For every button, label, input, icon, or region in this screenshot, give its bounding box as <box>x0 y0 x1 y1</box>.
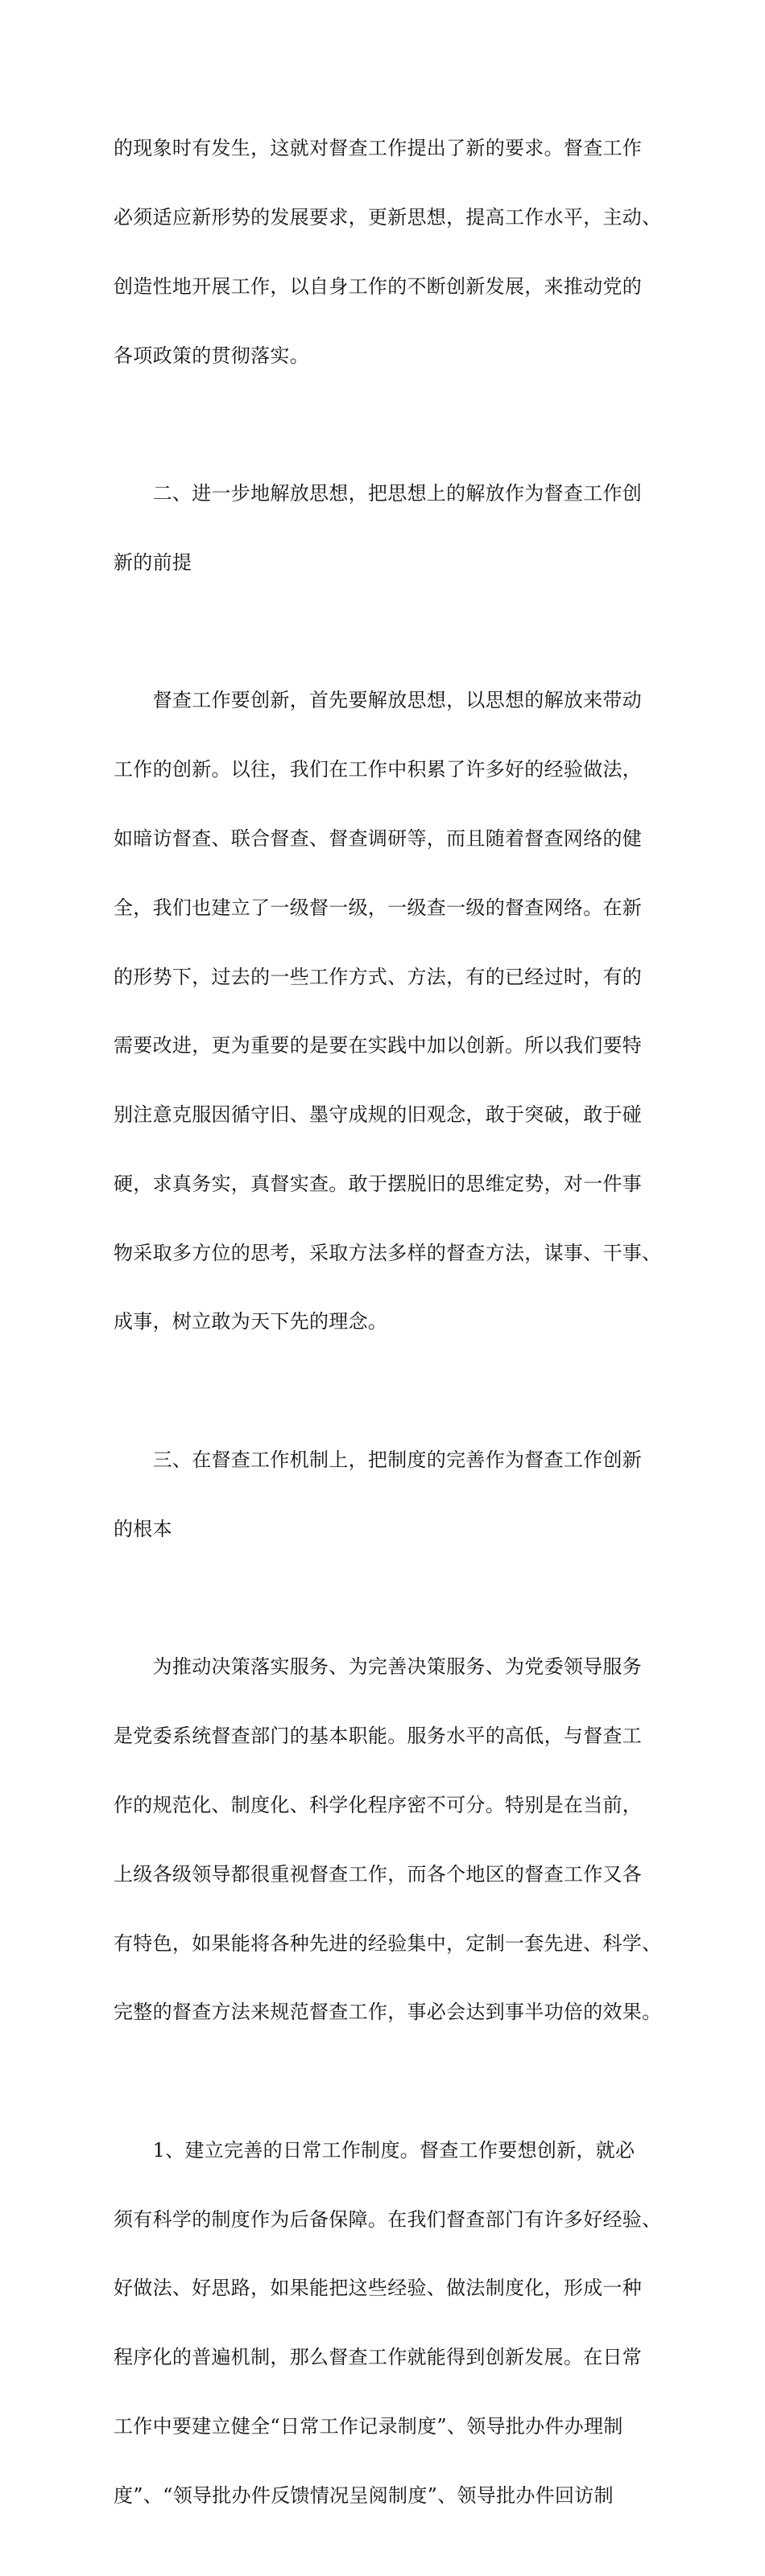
text-line: 工作中要建立健全“日常工作记录制度”、领导批办件办理制 <box>114 2414 623 2438</box>
text-line: 创造性地开展工作，以自身工作的不断创新发展，来推动党的 <box>114 274 643 298</box>
document-body <box>114 91 666 2576</box>
text-line: 如暗访督查、联合督查、督查调研等，而且随着督查网络的健 <box>114 827 643 850</box>
section-heading-2 <box>114 436 666 620</box>
text-line: 别注意克服因循守旧、墨守成规的旧观念，敢于突破，敢于碰 <box>114 1103 643 1127</box>
text-line: 须有科学的制度作为后备保障。在我们督查部门有许多好经验、 <box>114 2207 662 2231</box>
text-line: 是党委系统督查部门的基本职能。服务水平的高低，与督查工 <box>114 1725 643 1748</box>
paragraph-intro <box>114 91 666 413</box>
text-line: 新的前提 <box>114 550 192 574</box>
text-line: 物采取多方位的思考，采取方法多样的督查方法，谋事、干事、 <box>114 1241 662 1264</box>
text-line: 督查工作要创新，首先要解放思想，以思想的解放来带动 <box>114 689 643 712</box>
text-line: 完整的督查方法来规范督查工作，事必会达到事半功倍的效果。 <box>114 2001 662 2024</box>
text-line: 好做法、好思路，如果能把这些经验、做法制度化，形成一种 <box>114 2277 643 2300</box>
text-line: 需要改进，更为重要的是要在实践中加以创新。所以我们要特 <box>114 1034 643 1057</box>
text-line: 1、建立完善的日常工作制度。督查工作要想创新，就必 <box>114 2138 635 2162</box>
paragraph-service <box>114 1609 666 2070</box>
text-line: 有特色，如果能将各种先进的经验集中，定制一套先进、科学、 <box>114 1931 662 1955</box>
paragraph-daily-system <box>114 2093 666 2553</box>
text-line: 度”、“领导批办件反馈情况呈阅制度”、领导批办件回访制 <box>114 2483 614 2507</box>
text-line: 的根本 <box>114 1517 172 1540</box>
paragraph-liberation <box>114 643 666 1379</box>
text-line: 全，我们也建立了一级督一级，一级查一级的督查网络。在新 <box>114 896 643 919</box>
text-line: 的形势下，过去的一些工作方式、方法，有的已经过时，有的 <box>114 965 643 988</box>
text-line: 硬，求真务实，真督实查。敢于摆脱旧的思维定势，对一件事 <box>114 1172 643 1195</box>
text-line: 作的规范化、制度化、科学化程序密不可分。特别是在当前， <box>114 1793 643 1816</box>
text-line: 为推动决策落实服务、为完善决策服务、为党委领导服务 <box>114 1655 643 1679</box>
section-heading-3 <box>114 1403 666 1587</box>
text-line: 二、进一步地解放思想，把思想上的解放作为督查工作创 <box>114 482 643 505</box>
text-line: 的现象时有发生，这就对督查工作提出了新的要求。督查工作 <box>114 137 643 160</box>
text-line: 程序化的普遍机制，那么督查工作就能得到创新发展。在日常 <box>114 2346 643 2369</box>
text-line: 成事，树立敢为天下先的理念。 <box>114 1310 388 1333</box>
text-line: 三、在督查工作机制上，把制度的完善作为督查工作创新 <box>114 1449 643 1472</box>
text-line: 必须适应新形势的发展要求，更新思想，提高工作水平，主动、 <box>114 205 662 229</box>
text-line: 上级各级领导都很重视督查工作，而各个地区的督查工作又各 <box>114 1862 643 1886</box>
text-line: 工作的创新。以往，我们在工作中积累了许多好的经验做法， <box>114 758 643 781</box>
text-line: 各项政策的贯彻落实。 <box>114 344 309 367</box>
